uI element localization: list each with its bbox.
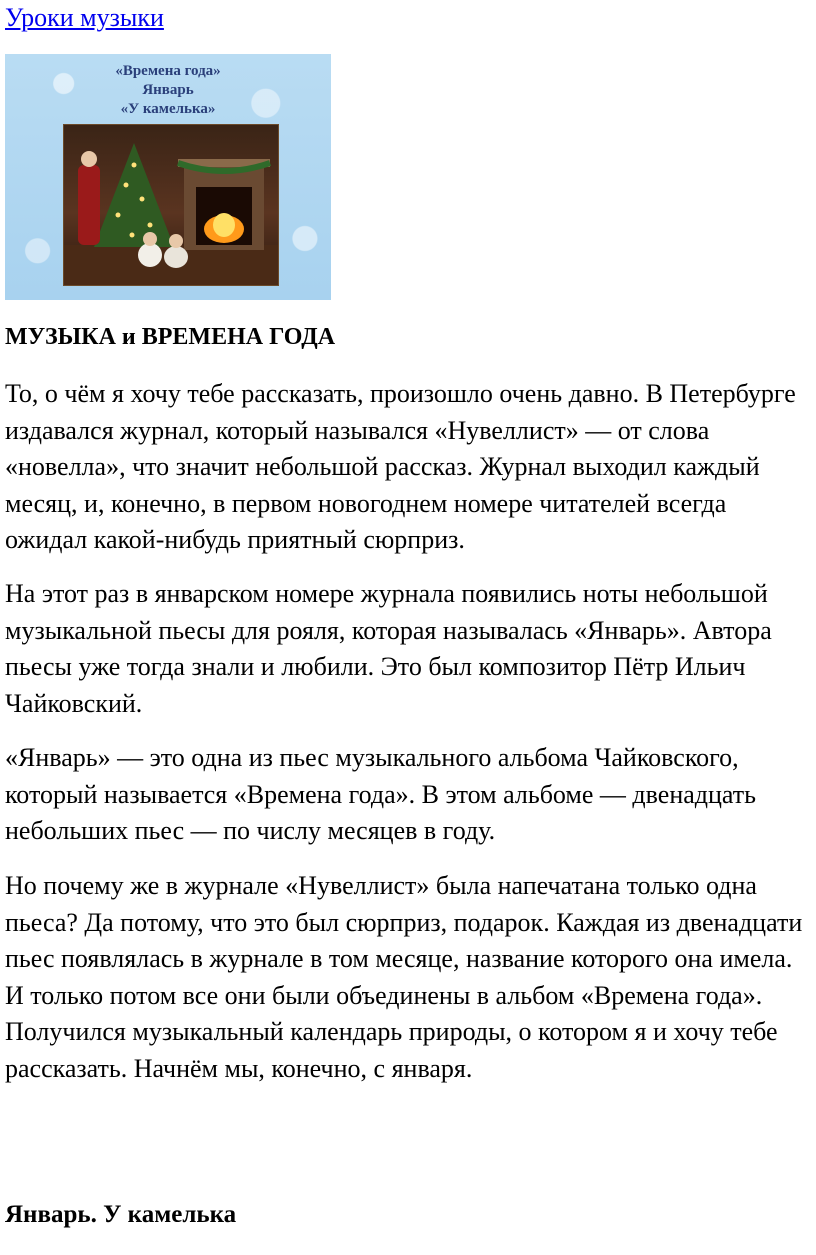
fireplace-scene-image [63, 124, 279, 286]
paragraph-2: На этот раз в январском номере журнала появились ноты небольшой музыкальной пьесы для рояля, которая называлась «Январь». Автора пьесы уже тогда знали и любили. Это был композитор Пётр Ильич Чайковский. [5, 579, 772, 718]
lessons-link[interactable]: Уроки музыки [5, 3, 164, 32]
section-title: Январь. У камелька [5, 1201, 237, 1228]
caption-line: «У камелька» [120, 101, 216, 117]
illustration-caption [5, 62, 331, 119]
cover-illustration [5, 54, 331, 300]
paragraph-1: То, о чём я хочу тебе рассказать, произошло очень давно. В Петербурге издавался журнал, который назывался «Нувеллист» — от слова «новелла», что значит небольшой рассказ. Журнал выходил каждый месяц, и, конечно, в первом новогоднем номере читателей всегда ожидал какой-нибудь приятный сюрприз. [5, 379, 796, 554]
paragraph-4: Но почему же в журнале «Нувеллист» была напечатана только одна пьеса? Да потому, что это был сюрприз, подарок. Каждая из двенадцати пьес появлялась в журнале в том месяце, название которого она имела. И только потом все они были объединены в альбом «Времена года». Получился музыкальный календарь природы, о котором я и хочу тебе рассказать. Начнём мы, конечно, с января. [5, 871, 803, 1083]
caption-line: Январь [142, 82, 194, 98]
paragraph-3: «Январь» — это одна из пьес музыкального альбома Чайковского, который называется «Времена года». В этом альбоме — двенадцать небольших пьес — по числу месяцев в году. [5, 743, 757, 845]
christmas-scene-picture [64, 125, 278, 285]
article-title: МУЗЫКА и ВРЕМЕНА ГОДА [5, 324, 336, 350]
caption-line: «Времена года» [115, 63, 221, 79]
